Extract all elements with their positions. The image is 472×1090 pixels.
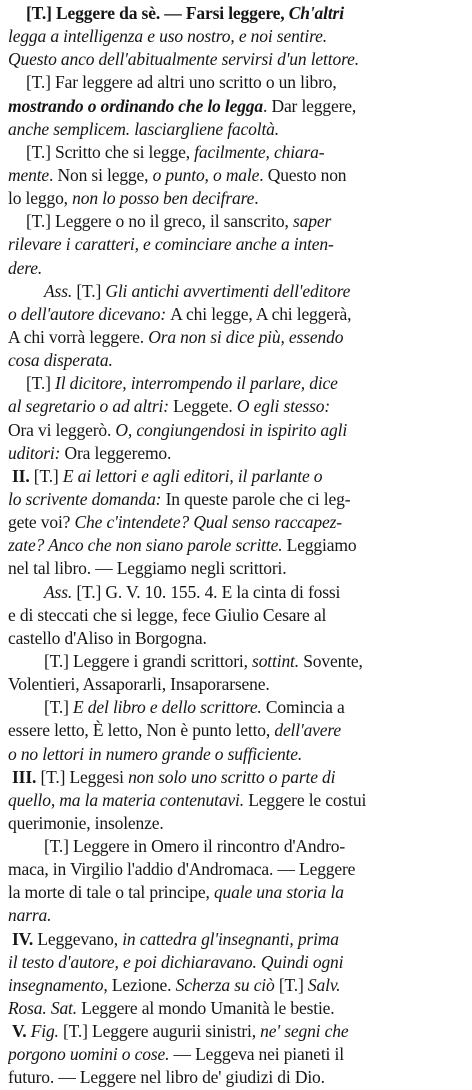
text-run: [T.] Far leggere ad altri uno scritto o un libro, — [26, 72, 337, 93]
text-run: . Non si legge, — [49, 164, 153, 185]
text-line — [8, 95, 464, 118]
text-run: cosa disperata. — [8, 350, 113, 371]
text-run: maca, in Virgilio l'addio d'Andromaca. — Leggere — [8, 859, 356, 880]
text-line — [8, 581, 464, 604]
text-run: Gli antichi avvertimenti dell'editore — [105, 280, 351, 301]
text-run: mostrando o ordinando che lo legga — [8, 95, 263, 116]
text-run: A chi legge, A chi leggerà, — [170, 303, 352, 324]
dictionary-entry-text — [8, 2, 464, 1090]
text-run: in cattedra gl'insegnanti, prima — [122, 928, 339, 949]
text-line — [8, 187, 464, 210]
text-run: . — [254, 188, 259, 209]
text-run: E del libro e dello scrittore. — [73, 697, 262, 718]
text-run: Ch'altri — [288, 3, 344, 23]
text-run: Fig. — [30, 1021, 59, 1042]
text-line — [8, 997, 464, 1020]
text-run: [T.] Scritto che si legge, — [26, 141, 195, 162]
text-run: rilevare i caratteri, e cominciare anche a inten- — [8, 234, 334, 255]
text-run: V. — [12, 1021, 31, 1042]
text-run: legga a intelligenza e uso nostro, e noi sentire. — [8, 26, 327, 47]
text-run: Sovente, — [298, 650, 363, 671]
text-line — [8, 303, 464, 326]
text-run: non lo posso ben decifrare — [72, 188, 255, 209]
text-line — [8, 1066, 464, 1089]
text-run: [T.] — [26, 373, 56, 394]
text-run: essere letto, È letto, Non è punto letto, — [8, 720, 275, 741]
text-line — [8, 951, 464, 974]
text-line — [8, 233, 464, 256]
text-run: [T.] — [76, 280, 106, 301]
text-run: Ora vi leggerò. — [8, 419, 116, 440]
text-run: facilmente, chiara- — [194, 141, 325, 162]
text-run: la morte di tale o tal principe, — [8, 882, 214, 903]
text-line — [8, 326, 464, 349]
text-run: [T.] G. V. 10. 155. 4. E la cinta di fossi — [76, 581, 341, 602]
text-line — [8, 511, 464, 534]
text-run: lo leggo, — [8, 188, 73, 209]
text-run: Lezione. — [107, 974, 176, 995]
text-run: o dell'autore dicevano: — [8, 303, 171, 324]
text-run: Leggere le costui — [243, 789, 367, 810]
text-line — [8, 766, 464, 789]
text-run: Leggere al mondo Umanità le bestie. — [77, 998, 335, 1019]
text-run: [T.] — [274, 974, 308, 995]
text-run: Leggete. — [173, 396, 237, 417]
text-line — [8, 118, 464, 141]
text-run: Rosa. Sat. — [8, 998, 77, 1019]
text-line — [8, 743, 464, 766]
text-run: gete voi? — [8, 512, 75, 533]
text-line — [8, 928, 464, 951]
text-run: quale una storia la — [213, 882, 344, 903]
text-run: e di steccati che si legge, fece Giulio Cesare al — [8, 604, 327, 625]
text-run: O, congiungendosi in ispirito agli — [115, 419, 348, 440]
text-line — [8, 881, 464, 904]
text-run: Che c'intendete? Qual senso raccapez- — [74, 512, 342, 533]
text-line — [8, 465, 464, 488]
text-line — [8, 71, 464, 94]
text-line — [8, 164, 464, 187]
text-run: [T.] — [33, 465, 63, 486]
text-run: zate? Anco che non siano parole scritte. — [8, 535, 287, 556]
text-run: Leggevano, — [37, 928, 123, 949]
text-line — [8, 257, 464, 280]
text-run: Leggiamo — [286, 535, 357, 556]
text-run: Questo anco dell'abitualmente servirsi d'un lettore. — [8, 49, 359, 70]
text-run: [T.] Leggere da sè. — Farsi leggere, — [26, 3, 289, 23]
text-run: . Questo non — [259, 164, 347, 185]
text-run: . Dar leggere, — [263, 95, 357, 116]
text-run: [T.] Leggere o no il greco, il sanscrito, — [26, 211, 293, 232]
text-line — [8, 1020, 464, 1043]
text-run: il testo d'autore, e poi dichiaravano. Quindi ogni — [8, 951, 344, 972]
text-run: Scherza su ciò — [175, 974, 275, 995]
text-run: [T.] Leggere i grandi scrittori, — [44, 650, 253, 671]
text-run: Ora non si dice più, essendo — [148, 326, 344, 347]
text-run: anche semplicem. lasciargliene facoltà. — [8, 118, 279, 139]
text-line — [8, 349, 464, 372]
text-line — [8, 835, 464, 858]
text-run: insegnamento, — [8, 974, 108, 995]
text-line — [8, 858, 464, 881]
text-run: III. — [12, 766, 41, 787]
text-run: Ass. — [44, 581, 77, 602]
text-run: o no lettori in numero grande o sufficiente. — [8, 743, 303, 764]
text-run: futuro. — Leggere nel libro de' giudizi di Dio. — [8, 1067, 325, 1088]
text-line — [8, 696, 464, 719]
text-line — [8, 789, 464, 812]
text-run: — Leggeva nei pianeti il — [169, 1044, 344, 1065]
text-line — [8, 141, 464, 164]
text-run: O egli stesso: — [236, 396, 331, 417]
text-run: o punto, o male — [152, 164, 260, 185]
text-line — [8, 650, 464, 673]
text-run: al segretario o ad altri: — [8, 396, 174, 417]
text-run: saper — [292, 211, 332, 232]
text-line — [8, 1043, 464, 1066]
text-line — [8, 719, 464, 742]
text-line — [8, 419, 464, 442]
text-run: ne' segni che — [260, 1021, 349, 1042]
text-run: uditori: — [8, 442, 65, 463]
text-run: sottint. — [252, 650, 299, 671]
text-run: Ora leggeremo. — [64, 442, 172, 463]
text-run: Il dicitore, interrompendo il parlare, dice — [55, 373, 338, 394]
text-run: narra. — [8, 905, 52, 926]
text-run: lo scrivente domanda: — [8, 488, 166, 509]
text-line — [8, 280, 464, 303]
text-run: mente — [8, 164, 50, 185]
text-line — [8, 812, 464, 835]
text-run: [T.] Leggere in Omero il rincontro d'Andro- — [44, 836, 346, 857]
text-line — [8, 488, 464, 511]
text-line — [8, 534, 464, 557]
text-line — [8, 395, 464, 418]
text-run: non solo uno scritto o parte di — [128, 766, 336, 787]
text-line — [8, 904, 464, 927]
text-run: castello d'Aliso in Borgogna. — [8, 627, 207, 648]
text-run: quello, ma la materia contenutavi. — [8, 789, 244, 810]
text-run: dere. — [8, 257, 43, 278]
text-line — [8, 210, 464, 233]
text-line — [8, 2, 464, 25]
text-run: II. — [12, 465, 34, 486]
text-run: dell'avere — [274, 720, 342, 741]
text-line — [8, 25, 464, 48]
text-run: Volentieri, Assaporarli, Insaporarsene. — [8, 674, 270, 695]
text-run: IV. — [12, 928, 38, 949]
text-run: nel tal libro. — Leggiamo negli scrittori. — [8, 558, 287, 579]
text-run: E ai lettori e agli editori, il parlante o — [62, 465, 323, 486]
text-run: [T.] Leggere augurii sinistri, — [58, 1021, 261, 1042]
text-run: Salv. — [307, 974, 341, 995]
text-line — [8, 372, 464, 395]
text-run: A chi vorrà leggere. — [8, 326, 149, 347]
text-run: [T.] — [44, 697, 74, 718]
text-run: querimonie, insolenze. — [8, 812, 164, 833]
text-run: In queste parole che ci leg- — [165, 488, 351, 509]
text-run: Comincia a — [261, 697, 345, 718]
text-run: [T.] Leggesi — [40, 766, 129, 787]
text-run: Ass. — [44, 280, 77, 301]
text-line — [8, 48, 464, 71]
text-line — [8, 974, 464, 997]
text-line — [8, 627, 464, 650]
text-line — [8, 442, 464, 465]
text-line — [8, 673, 464, 696]
text-run: porgono uomini o cose. — [8, 1044, 170, 1065]
text-line — [8, 557, 464, 580]
text-line — [8, 604, 464, 627]
